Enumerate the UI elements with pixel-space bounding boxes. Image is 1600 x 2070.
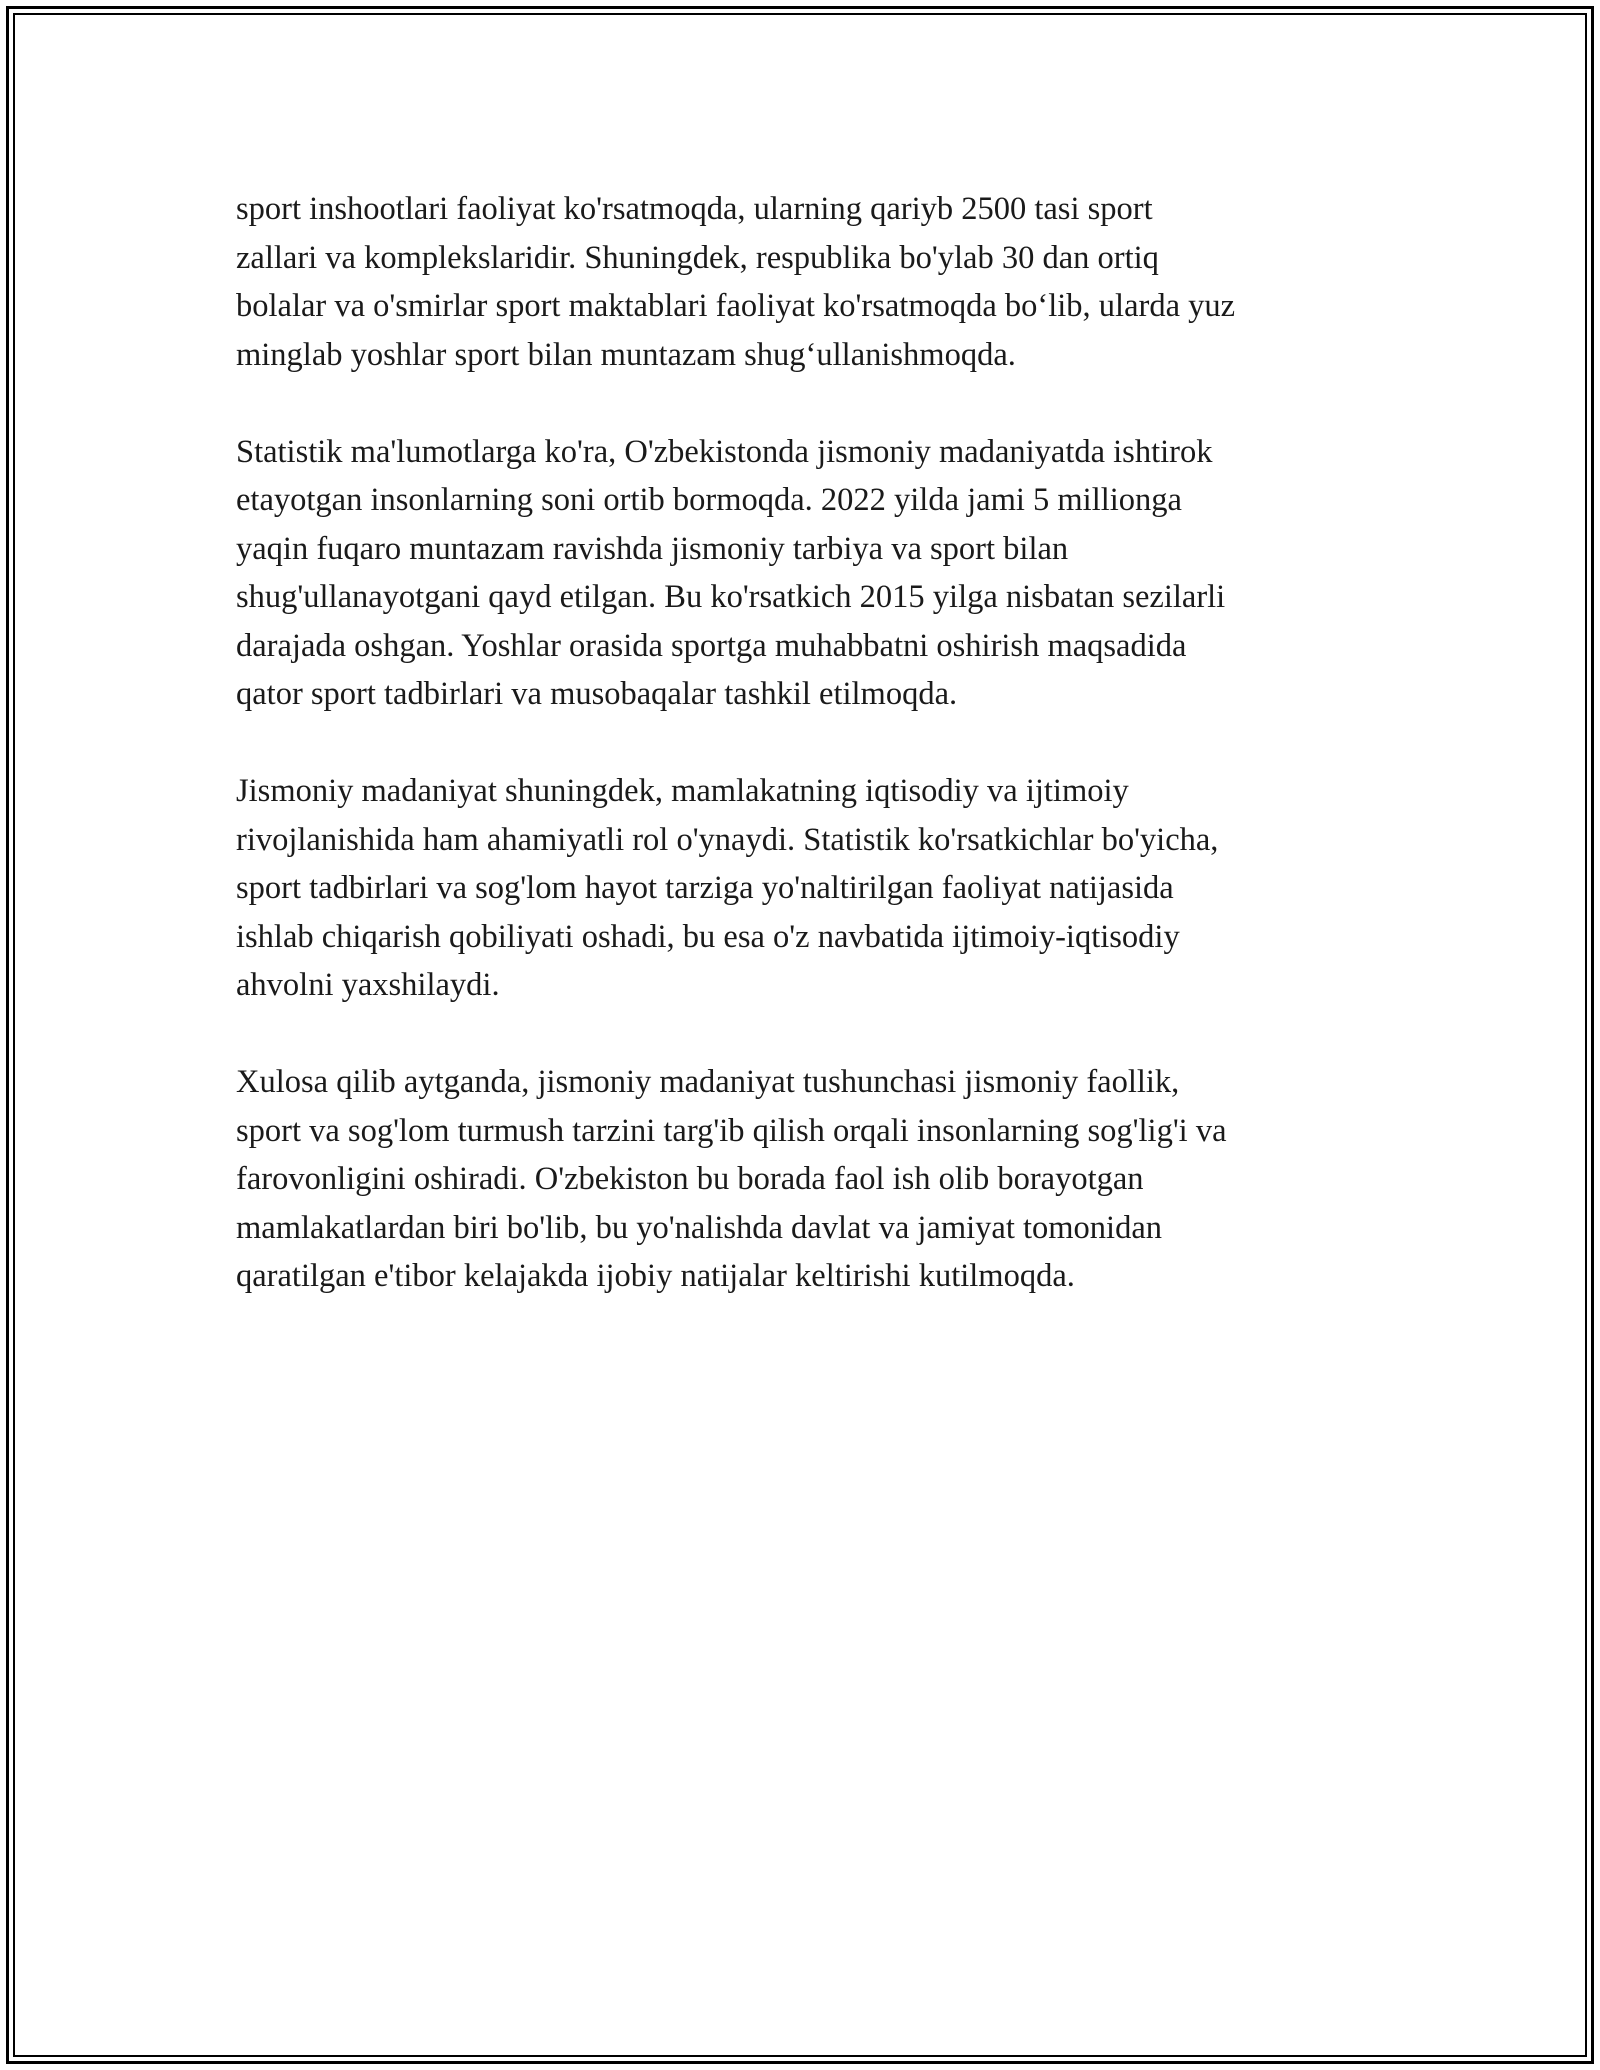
paragraph-economic-role	[236, 767, 1386, 1010]
paragraph-sport-facilities	[236, 185, 1386, 379]
text-line: shug'ullanayotgani qayd etilgan. Bu ko'rsatkich 2015 yilga nisbatan sezilarli	[236, 579, 1226, 615]
text-line: Statistik ma'lumotlarga ko'ra, O'zbekistonda jismoniy madaniyatda ishtirok	[236, 433, 1213, 470]
text-line: minglab yoshlar sport bilan muntazam shug‘ullanishmoqda.	[236, 336, 1016, 373]
text-line: rivojlanishida ham ahamiyatli rol o'ynaydi. Statistik ko'rsatkichlar bo'yicha,	[236, 821, 1219, 858]
text-line: sport tadbirlari va sog'lom hayot tarziga yo'naltirilgan faoliyat natijasida	[236, 870, 1174, 906]
text-line: qator sport tadbirlari va musobaqalar tashkil etilmoqda.	[236, 676, 958, 712]
text-line: sport inshootlari faoliyat ko'rsatmoqda, ularning qariyb 2500 tasi sport	[236, 191, 1153, 227]
text-line: mamlakatlardan biri bo'lib, bu yo'nalishda davlat va jamiyat tomonidan	[236, 1209, 1162, 1246]
text-line: yaqin fuqaro muntazam ravishda jismoniy tarbiya va sport bilan	[236, 530, 1069, 567]
text-line: sport va sog'lom turmush tarzini targ'ib qilish orqali insonlarning sog'lig'i va	[236, 1112, 1227, 1149]
text-line: bolalar va o'smirlar sport maktablari faoliyat ko'rsatmoqda bo‘lib, ularda yuz	[236, 288, 1236, 324]
text-line: etayotgan insonlarning soni ortib bormoqda. 2022 yilda jami 5 millionga	[236, 482, 1182, 518]
paragraph-statistics	[236, 428, 1386, 719]
document-body	[236, 185, 1386, 1349]
text-line: zallari va komplekslaridir. Shuningdek, respublika bo'ylab 30 dan ortiq	[236, 239, 1159, 276]
text-line: Xulosa qilib aytganda, jismoniy madaniyat tushunchasi jismoniy faollik,	[236, 1064, 1180, 1100]
text-line: ishlab chiqarish qobiliyati oshadi, bu esa o'z navbatida ijtimoiy-iqtisodiy	[236, 918, 1180, 955]
text-line: Jismoniy madaniyat shuningdek, mamlakatning iqtisodiy va ijtimoiy	[236, 773, 1129, 809]
paragraph-conclusion	[236, 1058, 1386, 1301]
text-line: ahvolni yaxshilaydi.	[236, 967, 500, 1003]
text-line: farovonligini oshiradi. O'zbekiston bu borada faol ish olib borayotgan	[236, 1161, 1144, 1197]
text-line: qaratilgan e'tibor kelajakda ijobiy natijalar keltirishi kutilmoqda.	[236, 1258, 1075, 1294]
text-line: darajada oshgan. Yoshlar orasida sportga muhabbatni oshirish maqsadida	[236, 627, 1187, 664]
